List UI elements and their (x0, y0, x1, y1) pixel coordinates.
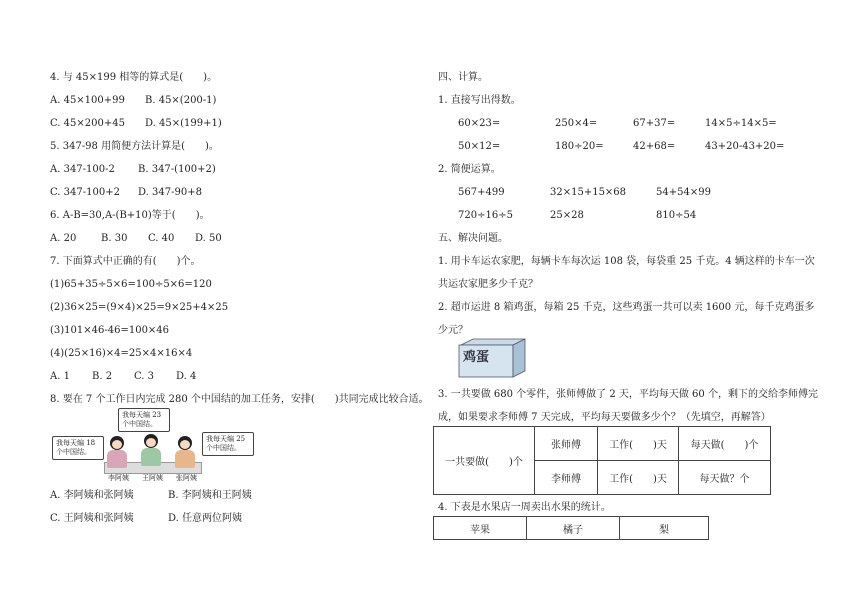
q6-option-a: A. 20 (50, 233, 77, 244)
simplify-2-1: 720÷16÷5 (458, 210, 513, 221)
q6-option-d: D. 50 (195, 233, 222, 244)
egg-box-illustration (455, 337, 527, 381)
fruit-header-orange: 橘子 (527, 517, 620, 540)
part-2-heading: 2. 简便运算。 (438, 164, 501, 175)
work-table-total: 一共要做( )个 (434, 427, 535, 495)
section-4-heading: 四、计算。 (438, 72, 488, 83)
q5-stem: 5. 347-98 用简便方法计算是( )。 (50, 141, 219, 152)
q4-option-b: B. 45×(200-1) (145, 95, 217, 106)
q7-option-c: C. 3 (134, 371, 155, 382)
q5-option-c: C. 347-100+2 (50, 187, 120, 198)
calc-1-2: 250×4= (555, 118, 598, 129)
section-5-heading: 五、解决问题。 (438, 233, 508, 244)
q8-option-a: A. 李阿姨和张阿姨 (50, 490, 134, 501)
work-table-zhang-rate: 每天做( )个 (679, 427, 771, 461)
q5-option-a: A. 347-100-2 (50, 164, 115, 175)
work-table-li-days: 工作( )天 (598, 461, 679, 495)
q7-option-a: A. 1 (50, 371, 70, 382)
q4-option-d: D. 45×(199+1) (145, 118, 222, 129)
problem-2-line-1: 2. 超市运进 8 箱鸡蛋，每箱 25 千克，这些鸡蛋一共可以卖 1600 元，每千克鸡蛋多 (438, 302, 815, 313)
work-table-zhang: 张师傅 (535, 427, 598, 461)
q8-option-c: C. 王阿姨和张阿姨 (50, 513, 134, 524)
name-label-li: 李阿姨 (108, 474, 129, 482)
simplify-2-3: 810÷54 (656, 210, 697, 221)
problem-1-line-2: 共运农家肥多少千克？ (438, 279, 538, 290)
name-label-zhang: 张阿姨 (176, 474, 197, 482)
q5-option-b: B. 347-(100+2) (138, 164, 216, 175)
q7-item-1: (1)65+35÷5×6=100÷5×6=120 (50, 279, 212, 290)
problem-2-line-2: 少元？ (438, 325, 468, 336)
calc-1-1: 60×23= (458, 118, 501, 129)
q7-item-3: (3)101×46-46=100×46 (50, 325, 170, 336)
simplify-2-2: 25×28 (550, 210, 584, 221)
calc-1-3: 67+37= (633, 118, 676, 129)
calc-2-3: 42+68= (633, 141, 676, 152)
q4-option-c: C. 45×200+45 (50, 118, 125, 129)
simplify-1-2: 32×15+15×68 (550, 187, 627, 198)
problem-3-line-2: 成，如果要求李师傅 7 天完成，平均每天要做多少个？（先填空，再解答） (438, 412, 771, 423)
work-table (433, 426, 771, 495)
q8-option-b: B. 李阿姨和王阿姨 (168, 490, 252, 501)
q5-option-d: D. 347-90+8 (138, 187, 202, 198)
work-table-li-rate: 每天做？个 (679, 461, 771, 495)
q4-option-a: A. 45×100+99 (50, 95, 125, 106)
q8-option-d: D. 任意两位阿姨 (168, 513, 243, 524)
q6-option-b: B. 30 (101, 233, 128, 244)
q7-option-d: D. 4 (176, 371, 197, 382)
speech-bubble-left: 我每天编 18 个中国结。 (52, 436, 104, 460)
q6-option-c: C. 40 (148, 233, 175, 244)
work-table-zhang-days: 工作( )天 (598, 427, 679, 461)
fruit-header-apple: 苹果 (434, 517, 527, 540)
q7-option-b: B. 2 (92, 371, 113, 382)
q7-stem: 7. 下面算式中正确的有( )个。 (50, 256, 201, 267)
simplify-1-1: 567+499 (458, 187, 505, 198)
part-1-heading: 1. 直接写出得数。 (438, 95, 521, 106)
q7-item-2: (2)36×25=(9×4)×25=9×25+4×25 (50, 302, 229, 313)
problem-3-line-1: 3. 一共要做 680 个零件，张师傅做了 2 天，平均每天做 60 个，剩下的交给李师傅完 (438, 389, 818, 400)
speech-bubble-right: 我每天编 25 个中国结。 (202, 432, 254, 456)
calc-2-4: 43+20-43+20= (705, 141, 785, 152)
q8-illustration (52, 406, 252, 480)
work-table-li: 李师傅 (535, 461, 598, 495)
fruit-table (433, 516, 709, 540)
fruit-header-pear: 梨 (620, 517, 709, 540)
q8-stem: 8. 要在 7 个工作日内完成 280 个中国结的加工任务，安排( )共同完成比较合适。 (50, 394, 429, 405)
calc-1-4: 14×5÷14×5= (705, 118, 777, 129)
problem-4-text: 4. 下表是水果店一周卖出水果的统计。 (438, 502, 611, 513)
q7-item-4: (4)(25×16)×4=25×4×16×4 (50, 348, 193, 359)
name-label-wang: 王阿姨 (142, 474, 163, 482)
q4-stem: 4. 与 45×199 相等的算式是( )。 (50, 72, 218, 83)
calc-2-1: 50×12= (458, 141, 501, 152)
simplify-1-3: 54+54×99 (656, 187, 711, 198)
calc-2-2: 180÷20= (555, 141, 604, 152)
speech-bubble-middle: 我每天编 23 个中国结。 (118, 408, 170, 432)
egg-box-label: 鸡蛋 (463, 350, 490, 365)
q6-stem: 6. A-B=30,A-(B+10)等于( )。 (50, 210, 210, 221)
problem-1-line-1: 1. 用卡车运农家肥，每辆卡车每次运 108 袋，每袋重 25 千克。4 辆这样的卡车一次 (438, 256, 815, 267)
